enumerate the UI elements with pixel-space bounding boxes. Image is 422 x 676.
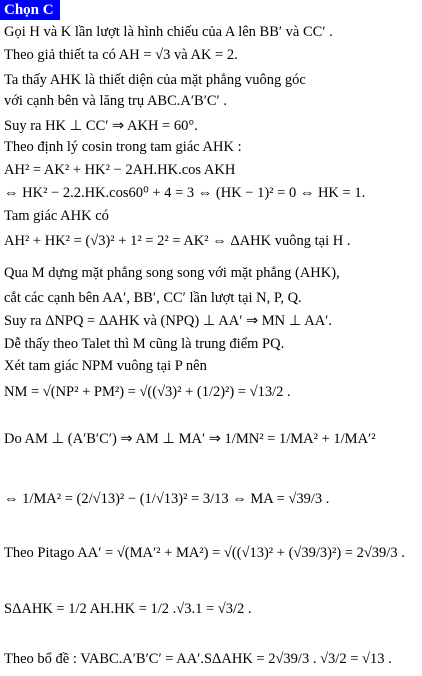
solution-line-15: Xét tam giác NPM vuông tại P nên [4, 358, 207, 374]
solution-line-3: Ta thấy AHK là thiết diện của mặt phẳng vuông góc [4, 72, 306, 88]
solution-line-6: Theo định lý cosin trong tam giác AHK : [4, 139, 242, 155]
solution-line-4: với cạnh bên và lăng trụ ABC.A′B′C′ . [4, 93, 227, 109]
solution-line-10: AH² + HK² = (√3)² + 1² = 2² = AK² ⇔ ΔAHK vuông tại H . [4, 233, 351, 249]
solution-line-5: Suy ra HK ⊥ CC′ ⇒ AKH = 60°. [4, 118, 198, 134]
solution-line-1: Gọi H và K lần lượt là hình chiếu của A lên BB′ và CC′ . [4, 24, 333, 40]
solution-line-14: Dễ thấy theo Talet thì M cũng là trung điểm PQ. [4, 336, 285, 352]
solution-line-21: Theo bổ đề : VABC.A′B′C′ = AA′.SΔAHK = 2√39/3 . √3/2 = √13 . [4, 651, 392, 667]
solution-line-8: ⇔ HK² − 2.2.HK.cos60⁰ + 4 = 3 ⇔ (HK − 1)² = 0 ⇔ HK = 1. [4, 185, 366, 201]
answer-badge: Chọn C [0, 0, 60, 20]
solution-line-11: Qua M dựng mặt phẳng song song với mặt phẳng (AHK), [4, 265, 340, 281]
solution-line-2: Theo giả thiết ta có AH = √3 và AK = 2. [4, 47, 238, 63]
solution-line-19: Theo Pitago AA′ = √(MA′² + MA²) = √((√13)² + (√39/3)²) = 2√39/3 . [4, 545, 405, 561]
solution-line-20: SΔAHK = 1/2 AH.HK = 1/2 .√3.1 = √3/2 . [4, 601, 252, 617]
solution-line-16: NM = √(NP² + PM²) = √((√3)² + (1/2)²) = √13/2 . [4, 384, 291, 400]
solution-line-13: Suy ra ΔNPQ = ΔAHK và (NPQ) ⊥ AA′ ⇒ MN ⊥ AA′. [4, 313, 332, 329]
solution-line-12: cắt các cạnh bên AA′, BB′, CC′ lần lượt tại N, P, Q. [4, 290, 302, 306]
solution-line-7: AH² = AK² + HK² − 2AH.HK.cos AKH [4, 162, 236, 178]
solution-line-18: ⇔ 1/MA² = (2/√13)² − (1/√13)² = 3/13 ⇔ MA = √39/3 . [4, 491, 330, 507]
solution-line-17: Do AM ⊥ (A′B′C′) ⇒ AM ⊥ MA′ ⇒ 1/MN² = 1/MA² + 1/MA′² [4, 431, 376, 447]
solution-line-9: Tam giác AHK có [4, 208, 109, 224]
